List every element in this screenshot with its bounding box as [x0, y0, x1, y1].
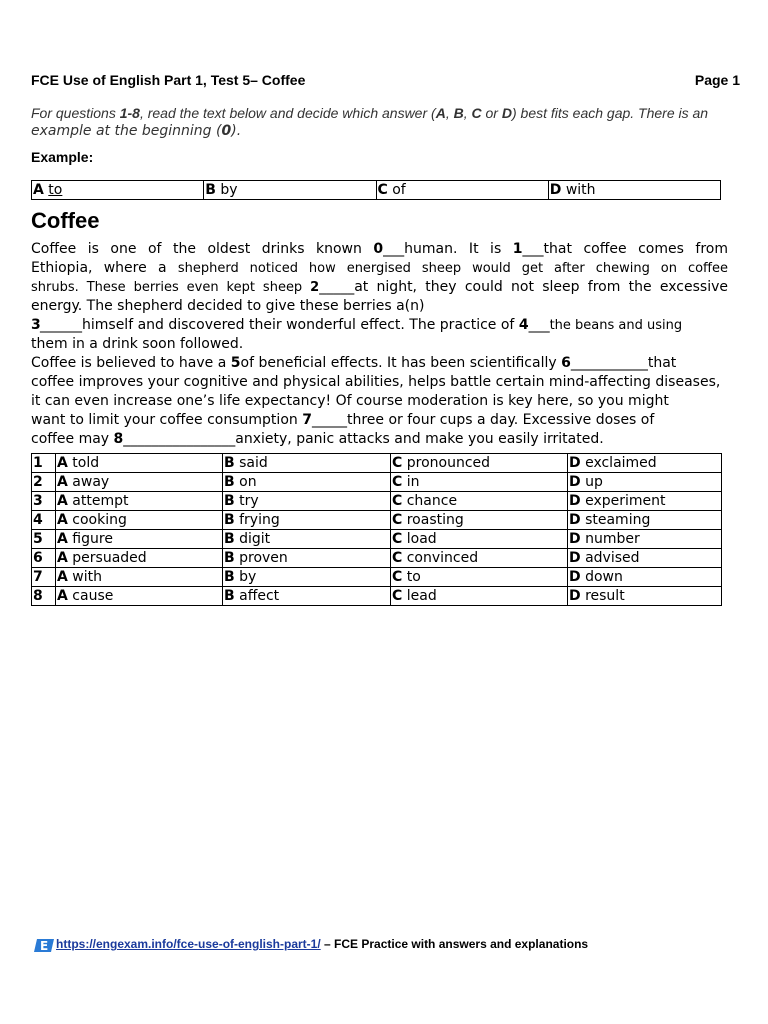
option-c: C load: [391, 530, 568, 549]
question-row: [32, 568, 722, 587]
question-number: 3: [32, 492, 56, 511]
option-b: B try: [223, 492, 391, 511]
engexam-logo-icon: [34, 937, 54, 953]
option-c: C pronounced: [391, 454, 568, 473]
page-number: Page 1: [694, 72, 740, 88]
option-a: A attempt: [56, 492, 223, 511]
example-option-c: C of: [376, 181, 548, 200]
option-d: D exclaimed: [568, 454, 722, 473]
svg-text:E: E: [40, 938, 49, 953]
option-a: A figure: [56, 530, 223, 549]
question-number: 4: [32, 511, 56, 530]
option-a: A persuaded: [56, 549, 223, 568]
instructions: [31, 104, 731, 140]
option-a: A with: [56, 568, 223, 587]
passage-line: coffee improves your cognitive and physical abilities, helps battle certain mind-affecting diseases,: [31, 374, 721, 390]
option-c: C chance: [391, 492, 568, 511]
question-row: [32, 454, 722, 473]
page-header: [31, 72, 740, 90]
option-d: D experiment: [568, 492, 722, 511]
question-number: 8: [32, 587, 56, 606]
passage-line: Coffee is believed to have a 5of beneficial effects. It has been scientifically 6___________that: [31, 355, 677, 371]
passage-line: ______himself and discovered their wonderful effect. The practice of 4___the beans and using: [40, 317, 683, 333]
instructions-line-2: example at the beginning (0).: [31, 123, 242, 139]
example-label: Example:: [31, 149, 94, 165]
document-title: FCE Use of English Part 1, Test 5– Coffee: [31, 72, 306, 88]
option-d: D result: [568, 587, 722, 606]
example-row: [32, 181, 721, 200]
question-row: [32, 473, 722, 492]
passage-line: Coffee is one of the oldest drinks known 0___human. It is 1___that coffee comes from: [31, 241, 728, 257]
option-c: C lead: [391, 587, 568, 606]
option-b: B said: [223, 454, 391, 473]
question-row: [32, 511, 722, 530]
option-b: B affect: [223, 587, 391, 606]
option-b: B on: [223, 473, 391, 492]
footer-text: – FCE Practice with answers and explanations: [320, 937, 589, 951]
passage-line: 3: [31, 317, 41, 333]
option-d: D steaming: [568, 511, 722, 530]
passage-line: energy. The shepherd decided to give these berries a(n): [31, 298, 425, 314]
option-b: B proven: [223, 549, 391, 568]
passage-line: it can even increase one’s life expectancy! Of course moderation is key here, so you might: [31, 393, 669, 409]
option-a: A away: [56, 473, 223, 492]
passage-title: Coffee: [31, 208, 100, 233]
passage-text: [31, 240, 728, 449]
option-d: D number: [568, 530, 722, 549]
option-d: D advised: [568, 549, 722, 568]
passage-line: coffee may 8________________anxiety, panic attacks and make you easily irritated.: [31, 431, 604, 447]
option-c: C convinced: [391, 549, 568, 568]
passage-line: shrubs. These berries even kept sheep 2_____at night, they could not sleep from the excessive: [31, 279, 728, 295]
question-row: [32, 549, 722, 568]
question-number: 7: [32, 568, 56, 587]
page-footer: [34, 935, 734, 953]
question-row: [32, 530, 722, 549]
question-row: [32, 587, 722, 606]
option-b: B digit: [223, 530, 391, 549]
instructions-line-1: For questions 1-8, read the text below and decide which answer (A, B, C or D) best fits each gap. There is an: [31, 105, 709, 121]
example-table: [31, 180, 721, 200]
option-d: D up: [568, 473, 722, 492]
option-b: B by: [223, 568, 391, 587]
option-b: B frying: [223, 511, 391, 530]
option-a: A cooking: [56, 511, 223, 530]
option-a: A cause: [56, 587, 223, 606]
option-a: A told: [56, 454, 223, 473]
passage-line: Ethiopia, where a shepherd noticed how energised sheep would get after chewing on coffee: [31, 260, 728, 276]
example-option-d: D with: [548, 181, 720, 200]
question-number: 1: [32, 454, 56, 473]
passage-line: want to limit your coffee consumption 7_____three or four cups a day. Excessive doses of: [31, 412, 655, 428]
example-option-b: B by: [204, 181, 376, 200]
option-c: C to: [391, 568, 568, 587]
example-option-a: A to: [32, 181, 204, 200]
question-number: 5: [32, 530, 56, 549]
option-d: D down: [568, 568, 722, 587]
question-row: [32, 492, 722, 511]
question-number: 2: [32, 473, 56, 492]
option-c: C in: [391, 473, 568, 492]
question-number: 6: [32, 549, 56, 568]
answer-options-table: [31, 453, 722, 606]
footer-link[interactable]: https://engexam.info/fce-use-of-english-part-1/: [56, 937, 321, 951]
option-c: C roasting: [391, 511, 568, 530]
passage-line: them in a drink soon followed.: [31, 336, 244, 352]
